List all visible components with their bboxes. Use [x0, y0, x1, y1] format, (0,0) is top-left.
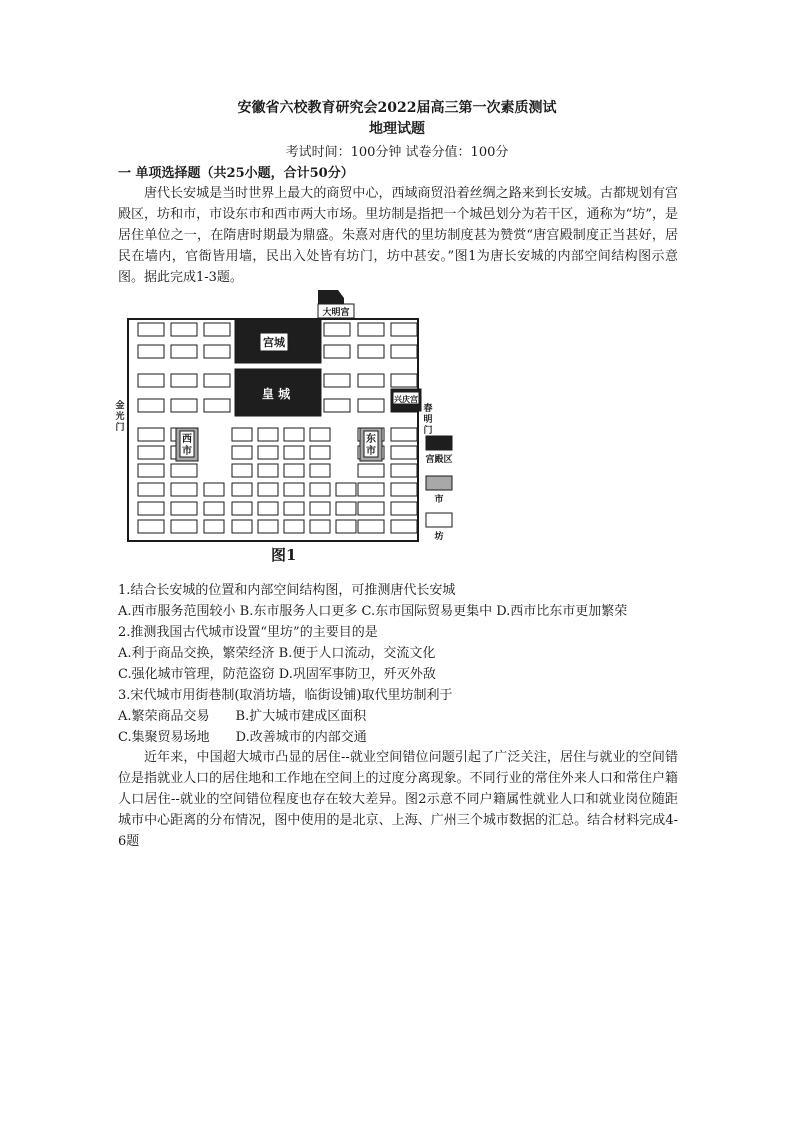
ward-block — [138, 446, 164, 459]
ward-block — [310, 520, 330, 533]
q2-stem: 2.推测我国古代城市设置“里坊”的主要目的是 — [118, 625, 378, 640]
q2-options-1: A.利于商品交换，繁荣经济 B.便于人口流动，交流文化 — [118, 646, 436, 661]
ward-block — [138, 520, 164, 533]
ward-block — [391, 374, 417, 387]
ward-block — [258, 428, 278, 441]
ward-block — [310, 464, 330, 477]
exam-info: 考试时间：100分钟 试卷分值：100分 — [285, 145, 509, 160]
ward-block — [204, 399, 230, 412]
jinguang-gate-char: 光 — [115, 412, 125, 422]
west-market-label-2: 市 — [182, 446, 192, 457]
figure-1-caption: 图1 — [271, 546, 297, 564]
ward-block — [284, 483, 304, 496]
ward-block — [336, 520, 356, 533]
ward-block — [391, 520, 417, 533]
ward-block — [358, 399, 384, 412]
ward-block — [204, 520, 224, 533]
jinguang-gate-char: 门 — [115, 423, 125, 433]
q1-stem: 1.结合长安城的位置和内部空间结构图，可推测唐代长安城 — [118, 583, 456, 598]
ward-block — [310, 428, 330, 441]
legend-market-label: 市 — [434, 495, 444, 505]
ward-block — [284, 446, 304, 459]
q2-options-2: C.强化城市管理，防范盗窃 D.巩固军事防卫，歼灭外敌 — [118, 667, 436, 682]
passage-1: 唐代长安城是当时世界上最大的商贸中心，西域商贸沿着丝绸之路来到长安城。古都规划有宫殿区，坊和市，市设东市和西市两大市场。里坊制是指把一个城邑划分为若干区，通称为“坊”，是居住单位之一，在隋唐时期最为鼎盛。朱熹对唐代的里坊制度甚为赞赏“唐宫殿制度正当甚好，居民在墙内，官衙皆用墙，民出入处皆有坊门，坊中甚安。”图1为唐长安城的内部空间结构图示意图。据此完成1-3题。 — [118, 186, 678, 285]
chunming-gate-char: 明 — [423, 415, 433, 425]
ward-block — [391, 345, 417, 358]
legend-palace-swatch — [426, 436, 452, 450]
section-heading: 一 单项选择题（共25小题，合计50分） — [118, 166, 354, 181]
ward-block — [171, 520, 197, 533]
ward-block — [232, 483, 252, 496]
palace-city-label: 宫城 — [263, 336, 285, 349]
ward-block — [138, 399, 164, 412]
ward-block — [391, 323, 417, 336]
ward-block — [336, 502, 356, 515]
q3-options-2: C.集聚贸易场地 D.改善城市的内部交通 — [118, 730, 367, 745]
ward-block — [138, 502, 164, 515]
ward-block — [232, 502, 252, 515]
ward-block — [391, 464, 417, 477]
imperial-city-label: 皇 城 — [261, 387, 291, 401]
q1-options: A.西市服务范围较小 B.东市服务人口更多 C.东市国际贸易更集中 D.西市比东市更加繁荣 — [118, 604, 628, 619]
legend-market-swatch — [426, 476, 452, 490]
ward-block — [391, 446, 417, 459]
ward-block — [391, 428, 417, 441]
ward-block — [204, 502, 224, 515]
daming-label: 大明宫 — [322, 308, 350, 318]
ward-block — [204, 345, 230, 358]
ward-block — [324, 345, 350, 358]
legend-ward-swatch — [426, 513, 452, 527]
ward-block — [171, 502, 197, 515]
ward-block — [324, 374, 350, 387]
ward-block — [324, 399, 350, 412]
passage-2: 近年来，中国超大城市凸显的居住--就业空间错位问题引起了广泛关注，居住与就业的空间错位是指就业人口的居住地和工作地在空间上的过度分离现象。不同行业的常住外来人口和常住户籍人口居住--就业的空间错位程度也存在较大差异。图2示意不同户籍属性就业人口和就业岗位随距城市中心距离的分布情况，图中使用的是北京、上海、广州三个城市数据的汇总。结合材料完成4-6题 — [118, 750, 678, 849]
ward-block — [258, 483, 278, 496]
ward-block — [336, 483, 356, 496]
legend-palace-label: 宫殿区 — [425, 455, 453, 465]
ward-block — [284, 520, 304, 533]
ward-block — [138, 323, 164, 336]
ward-block — [138, 483, 164, 496]
ward-block — [232, 428, 252, 441]
ward-block — [204, 374, 230, 387]
ward-block — [171, 464, 197, 477]
ward-block — [258, 502, 278, 515]
east-market-label-2: 市 — [366, 446, 376, 457]
ward-block — [232, 520, 252, 533]
ward-block — [284, 502, 304, 515]
ward-block — [358, 520, 384, 533]
west-market-label-1: 西 — [182, 434, 192, 445]
ward-block — [324, 323, 350, 336]
chunming-gate-char: 春 — [423, 404, 433, 414]
ward-block — [310, 446, 330, 459]
ward-block — [358, 345, 384, 358]
ward-block — [232, 464, 252, 477]
ward-block — [171, 483, 197, 496]
ward-block — [232, 446, 252, 459]
exam-title: 安徽省六校教育研究会2022届高三第一次素质测试 — [237, 100, 557, 116]
ward-block — [391, 502, 417, 515]
chunming-gate-char: 门 — [423, 426, 433, 436]
ward-block — [358, 464, 384, 477]
ward-block — [358, 374, 384, 387]
ward-block — [204, 323, 230, 336]
xingqing-label: 兴庆宫 — [394, 394, 418, 404]
ward-block — [358, 483, 384, 496]
ward-block — [138, 345, 164, 358]
ward-block — [171, 374, 197, 387]
ward-block — [138, 428, 164, 441]
ward-block — [310, 483, 330, 496]
ward-block — [258, 464, 278, 477]
ward-block — [284, 428, 304, 441]
changan-map-svg — [110, 288, 470, 568]
ward-block — [204, 483, 224, 496]
ward-block — [358, 323, 384, 336]
ward-block — [310, 502, 330, 515]
ward-block — [171, 323, 197, 336]
ward-block — [138, 374, 164, 387]
legend-ward-label: 坊 — [434, 532, 444, 542]
ward-block — [284, 464, 304, 477]
subject-title: 地理试题 — [369, 121, 425, 137]
q3-options-1: A.繁荣商品交易 B.扩大城市建成区面积 — [118, 709, 367, 724]
ward-block — [391, 483, 417, 496]
ward-block — [258, 520, 278, 533]
ward-block — [171, 399, 197, 412]
east-market-label-1: 东 — [366, 434, 376, 445]
ward-block — [358, 502, 384, 515]
figure-1-map — [110, 288, 470, 568]
ward-block — [138, 464, 164, 477]
q3-stem: 3.宋代城市用街巷制(取消坊墙，临街设铺)取代里坊制利于 — [118, 688, 453, 703]
ward-block — [171, 345, 197, 358]
ward-block — [258, 446, 278, 459]
jinguang-gate-char: 金 — [115, 401, 125, 411]
